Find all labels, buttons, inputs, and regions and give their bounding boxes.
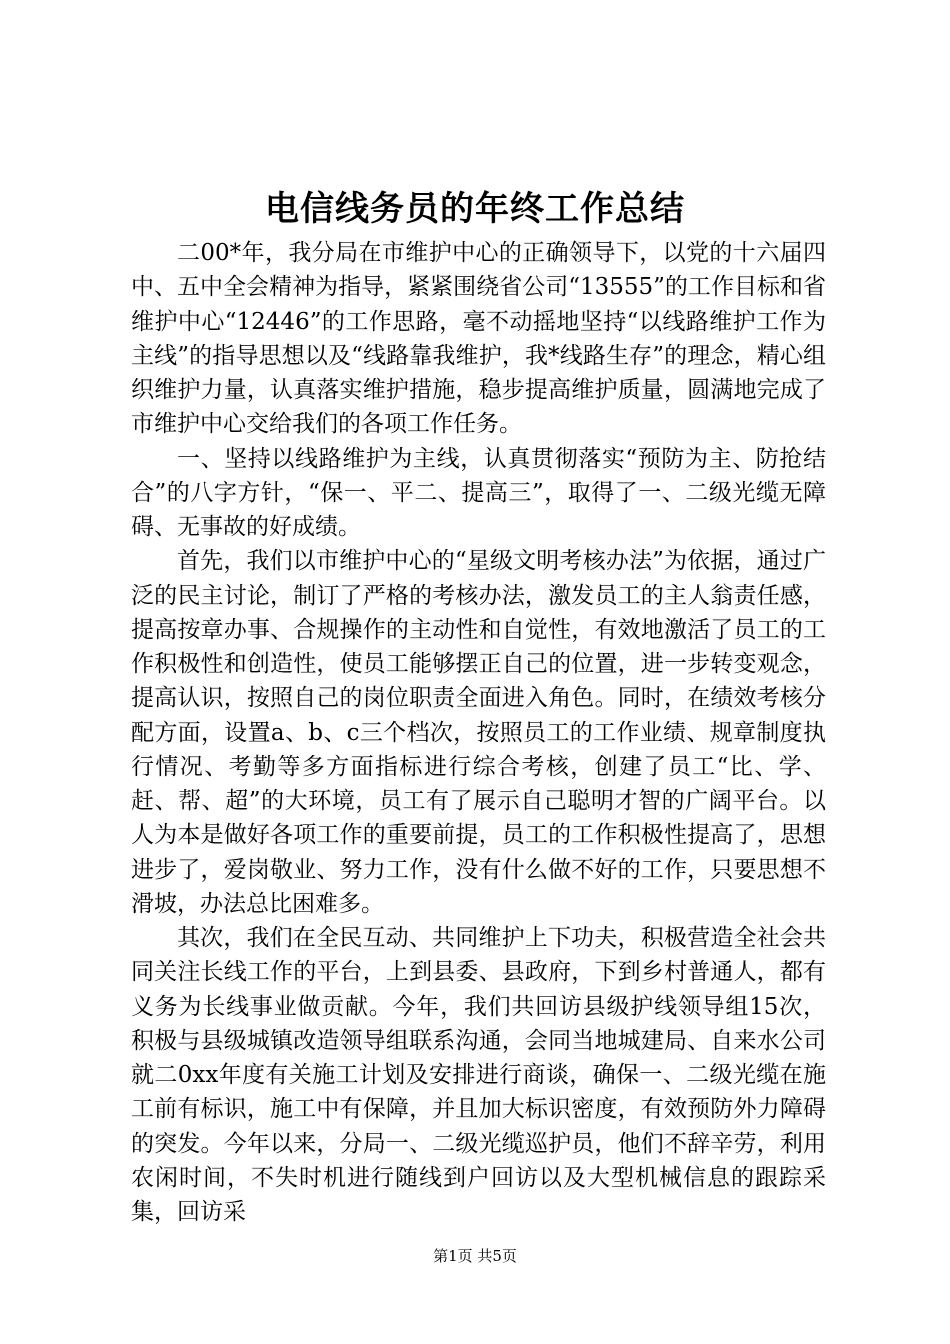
paragraph-intro: 二00*年，我分局在市维护中心的正确领导下，以党的十六届四中、五中全会精神为指导，紧紧围绕省公司“13555”的工作目标和省维护中心“12446”的工作思路，毫不动摇地坚持“以线路维护工作为主线”的指导思想以及“线路靠我维护，我*线路生存”的理念，精心组织维护力量，认真落实维护措施，稳步提高维护质量，圆满地完成了市维护中心交给我们的各项工作任务。 [131,240,826,438]
document-body [131,236,826,1229]
page-number: 第1页 共5页 [433,1247,517,1265]
paragraph-first: 首先，我们以市维护中心的“星级文明考核办法”为依据，通过广泛的民主讨论，制订了严格的考核办法，激发员工的主人翁责任感，提高按章办事、合规操作的主动性和自觉性，有效地激活了员工的工作积极性和创造性，使员工能够摆正自己的位置，进一步转变观念，提高认识，按照自己的岗位职责全面进入角色。同时，在绩效考核分配方面，设置a、b、c三个档次，按照员工的工作业绩、规章制度执行情况、考勤等多方面指标进行综合考核，创建了员工“比、学、赶、帮、超”的大环境，员工有了展示自己聪明才智的广阔平台。以人为本是做好各项工作的重要前提，员工的工作积极性提高了，思想进步了，爱岗敬业、努力工作，没有什么做不好的工作，只要思想不滑坡，办法总比困难多。 [131,548,826,917]
paragraph-section-one: 一、坚持以线路维护为主线，认真贯彻落实“预防为主、防抢结合”的八字方针，“保一、平二、提高三”，取得了一、二级光缆无障碍、无事故的好成绩。 [131,445,826,540]
paragraph-second: 其次，我们在全民互动、共同维护上下功夫，积极营造全社会共同关注长线工作的平台，上到县委、县政府，下到乡村普通人，都有义务为长线事业做贡献。今年，我们共回访县级护线领导组15次，积极与县级城镇改造领导组联系沟通，会同当地城建局、自来水公司就二0xx年度有关施工计划及安排进行商谈，确保一、二级光缆在施工前有标识，施工中有保障，并且加大标识密度，有效预防外力障碍的突发。今年以来，分局一、二级光缆巡护员，他们不辞辛劳，利用农闲时间，不失时机进行随线到户回访以及大型机械信息的跟踪采集，回访采 [131,925,826,1225]
document-title: 电信线务员的年终工作总结 [265,189,685,229]
